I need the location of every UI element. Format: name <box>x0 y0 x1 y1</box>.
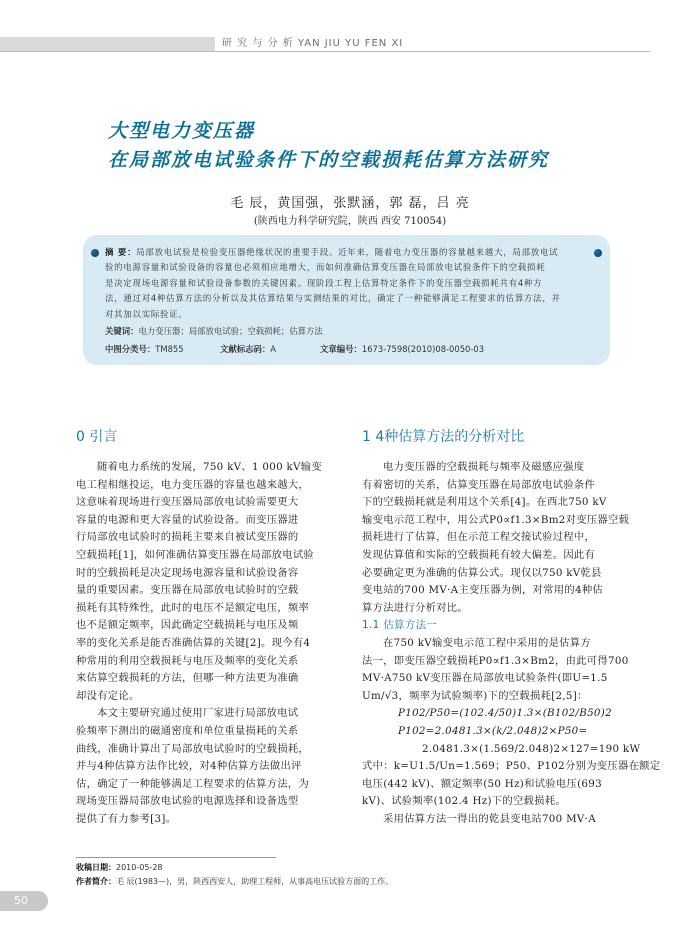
abstract-bullet-left-icon <box>91 249 99 257</box>
subsection-1-1-title: 1.1 估算方法一 <box>362 619 438 632</box>
abstract-bullet-right-icon <box>594 249 602 257</box>
clc-value: TM855 <box>155 344 184 354</box>
equation-2: P102=2.0481.3×(k/2.048)2×P50= <box>398 724 588 737</box>
header-rule <box>0 51 650 52</box>
body-line: 下的空载损耗就是利用这个关系[4]。在西北750 kV <box>362 496 607 509</box>
body-line: 也不是额定频率，因此确定空载损耗与电压及频 <box>76 619 299 632</box>
author-bio-value: 毛 辰(1983—)，男，陕西西安人，助理工程师，从事高电压试验方面的工作。 <box>116 877 394 886</box>
body-line: 却没有定论。 <box>76 689 140 702</box>
body-line: 损耗有其特殊性，此时的电压不是额定电压，频率 <box>76 601 310 614</box>
body-line: 算方法进行分析对比。 <box>362 601 468 614</box>
equation-1: P102/P50=(102.4/50)1.3×(B102/B50)2 <box>398 707 612 720</box>
body-line: 现场变压器局部放电试验的电源选择和设备选型 <box>76 795 299 808</box>
body-line: 有着密切的关系，估算变压器在局部放电试验条件 <box>362 478 596 491</box>
title-line-1: 大型电力变压器 <box>108 120 256 142</box>
abstract-line: 法，通过对4种估算方法的分析以及其估算结果与实测结果的对比，确定了一种能够满足工程要求的估算方法，并 <box>105 293 561 304</box>
keywords-row <box>105 325 323 337</box>
keywords-label: 关键词： <box>105 326 139 336</box>
body-line: 在750 kV输变电示范工程中采用的是估算方 <box>383 636 591 649</box>
running-title: 研 究 与 分 析 YAN JIU YU FEN XI <box>222 38 404 49</box>
body-line: 本文主要研究通过使用厂家进行局部放电试 <box>97 707 299 720</box>
body-line: 来估算空载损耗的方法，但哪一种方法更为准确 <box>76 672 299 685</box>
article-no-label: 文章编号： <box>320 344 362 354</box>
body-line: 变电站的700 MV·A主变压器为例，对常用的4种估 <box>362 584 604 597</box>
body-line: 电工程相继投运，电力变压器的容量也越来越大， <box>76 478 310 491</box>
body-line: 曲线，准确计算出了局部放电试验时的空载损耗， <box>76 742 310 755</box>
body-line: 随着电力系统的发展，750 kV、1 000 kV输变 <box>97 461 322 473</box>
body-line: 估，确定了一种能够满足工程要求的估算方法，为 <box>76 777 310 790</box>
author-bio-label: 作者简介： <box>76 877 116 886</box>
section-1-body <box>362 459 661 828</box>
body-line: 率的变化关系是能否准确估算的关键[2]。现今有4 <box>76 636 311 649</box>
classification-row <box>105 343 484 355</box>
body-line: 必要确定更为准确的估算公式。现仅以750 kV乾县 <box>362 566 602 579</box>
author-bio <box>76 876 393 887</box>
body-line: 损耗进行了估算，但在示范工程交接试验过程中， <box>362 531 596 544</box>
abstract-box <box>83 235 610 365</box>
abstract-line: 是决定现场电源容量和试验设备参数的关键因素。现阶段工程上估算特定条件下的变压器空载损耗共有4种方 <box>105 277 543 288</box>
body-line: 并与4种估算方法作比较，对4种估算方法做出评 <box>76 760 302 773</box>
body-line: Um/√3，频率为试验频率)下的空载损耗[2,5]： <box>362 689 588 702</box>
equation-3: 2.0481.3×(1.569/2.048)2×127=190 kW <box>422 742 641 755</box>
header-bar <box>0 37 215 51</box>
body-line: 时的空载损耗是决定现场电源容量和试验设备容 <box>76 566 299 579</box>
section-0-body <box>76 459 338 828</box>
received-label: 收稿日期： <box>76 863 116 872</box>
body-line: 提供了有力参考[3]。 <box>76 812 177 825</box>
doc-code-value: A <box>270 344 276 354</box>
article-no-value: 1673-7598(2010)08-0050-03 <box>361 344 485 354</box>
body-line: MV·A750 kV变压器在局部放电试验条件(即U=1.5 <box>362 672 608 685</box>
section-0-title: 0 引言 <box>76 429 118 445</box>
abstract-label: 摘 要： <box>105 247 137 257</box>
body-line: 输变电示范工程中，用公式P0∝f1.3×Bm2对变压器空载 <box>362 513 630 526</box>
abstract-line: 对其加以实际验证。 <box>105 308 188 319</box>
body-line: 空载损耗[1]，如何准确估算变压器在局部放电试验 <box>76 548 315 561</box>
body-line: 采用估算方法一得出的乾县变电站700 MV·A <box>383 812 596 825</box>
doc-code-label: 文献标志码： <box>220 344 271 354</box>
body-line: 发现估算值和实际的空载损耗有较大偏差。因此有 <box>362 548 596 561</box>
body-line: 容量的电源和更大容量的试验设备。而变压器进 <box>76 513 299 526</box>
abstract-line: 验的电源容量和试验设备的容量也必须相应地增大，而如何准确估算变压器在局部放电试验条件下的空载损耗 <box>105 262 546 273</box>
authors: 毛 辰，黄国强，张默涵，郭 磊，吕 亮 <box>230 196 470 211</box>
body-line: 这意味着现场进行变压器局部放电试验需要更大 <box>76 496 299 509</box>
received-date <box>76 862 163 873</box>
body-line: 种常用的利用空载损耗与电压及频率的变化关系 <box>76 654 299 667</box>
title-line-2: 在局部放电试验条件下的空载损耗估算方法研究 <box>108 149 550 171</box>
clc-label: 中图分类号： <box>105 344 156 354</box>
body-line: 电压(442 kV)、额定频率(50 Hz)和试验电压(693 <box>362 777 602 790</box>
body-line: 式中：k=U1.5/Un=1.569；P50、P102分别为变压器在额定 <box>362 760 661 773</box>
body-line: 法一，即变压器空载损耗P0∝f1.3×Bm2，由此可得700 <box>362 654 629 667</box>
abstract-body <box>105 245 593 322</box>
keywords: 电力变压器；局部放电试验；空载损耗；估算方法 <box>138 326 323 336</box>
page-number: 50 <box>14 894 28 907</box>
body-line: 量的重要因素。变压器在局部放电试验时的空载 <box>76 584 299 597</box>
body-line: 验频率下测出的磁通密度和单位重量损耗的关系 <box>76 724 299 737</box>
abstract-line: 局部放电试验是检验变压器绝缘状况的重要手段。近年来，随着电力变压器的容量越来越大，局部放电试 <box>136 247 559 257</box>
body-line: 电力变压器的空载损耗与频率及磁感应强度 <box>383 461 585 473</box>
affiliation: (陕西电力科学研究院，陕西 西安 710054) <box>253 216 447 227</box>
section-1-title: 1 4种估算方法的分析对比 <box>362 429 525 445</box>
body-line: 行局部放电试验时的损耗主要来自被试变压器的 <box>76 531 299 544</box>
received-value: 2010-05-28 <box>116 863 163 872</box>
body-line: kV)、试验频率(102.4 Hz)下的空载损耗。 <box>362 795 566 808</box>
footnote-rule <box>76 857 276 858</box>
